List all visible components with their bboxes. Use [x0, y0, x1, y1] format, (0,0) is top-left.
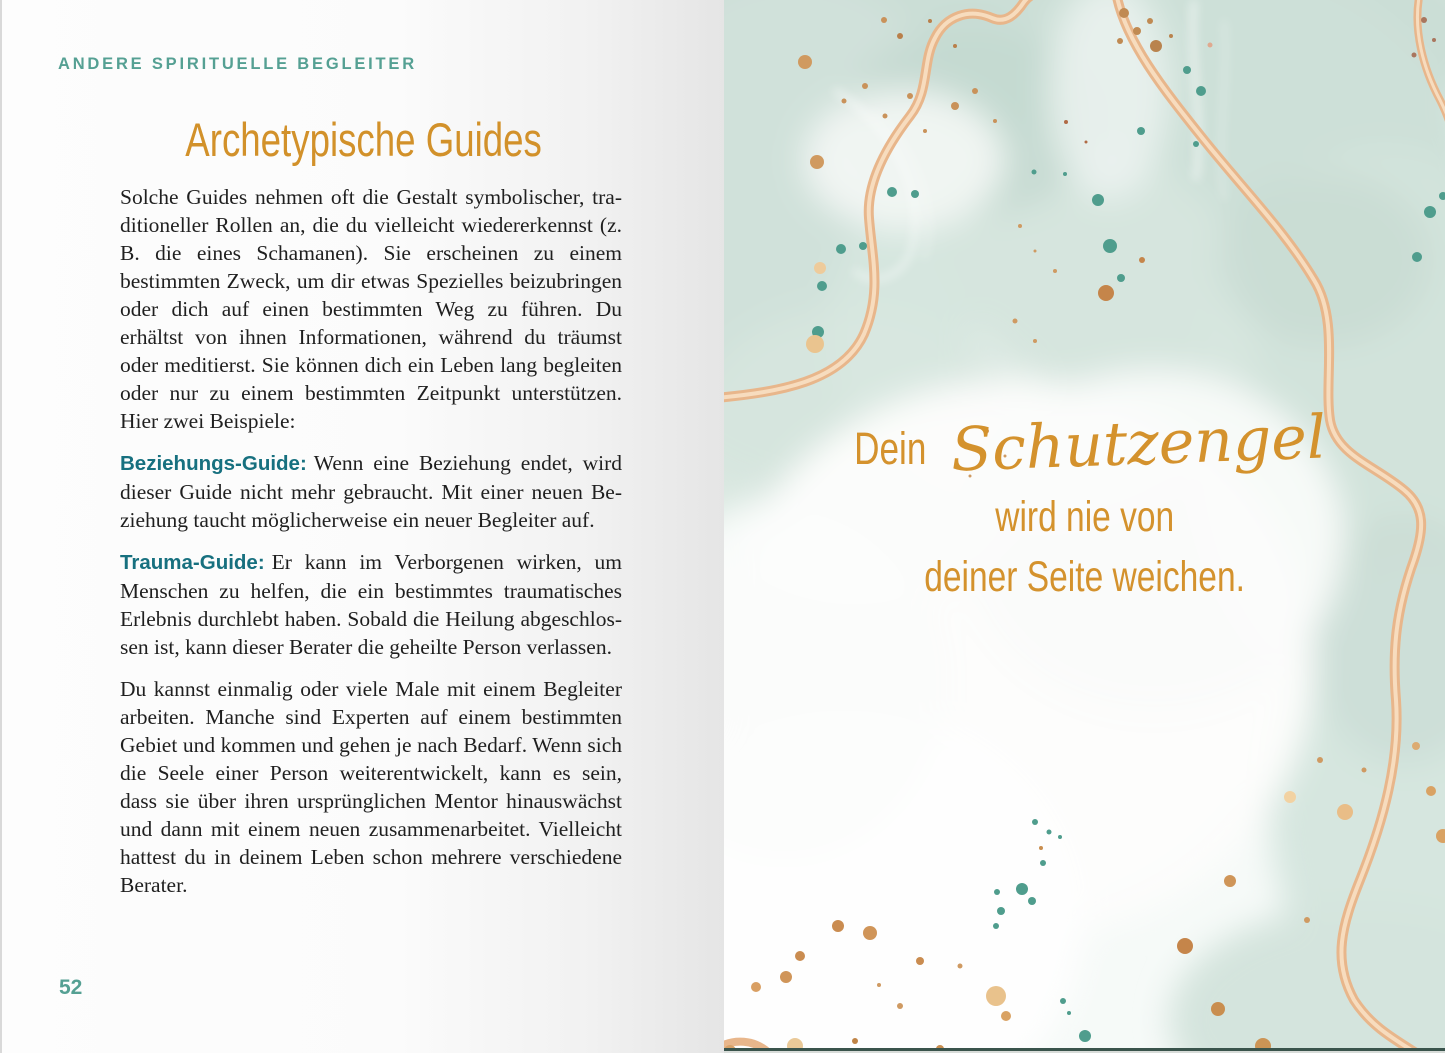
quote-block	[724, 401, 1445, 607]
paragraph-text: Er kann im Verborgenen wirken, um Menschen zu helfen, die ein bestimmtes traumatisches Erlebnis durchlebt haben. Sobald die Heilung abgeschlossen ist, kann dieser Berater die geheilte Person verlassen.	[120, 550, 622, 659]
quote-line-3	[724, 547, 1445, 607]
paragraph-text: Du kannst einmalig oder viele Male mit einem Begleiter arbeiten. Manche sind Experten auf einem bestimmten Gebiet und kommen und gehen je nach Bedarf. Wenn sich die Seele einer Person weiterentwickelt, kann es sein, dass sie über ihren ursprünglichen Mentor hinauswächst und dann mit einem neuen zusammenarbeitet. Vielleicht hattest du in deinem Leben schon mehrere verschiedene Berater.	[120, 677, 622, 897]
section-kicker: ANDERE SPIRITUELLE BEGLEITER	[58, 55, 417, 73]
paragraph-intro	[120, 183, 622, 435]
paragraph-trauma-guide	[120, 548, 622, 661]
page-number: 52	[59, 976, 83, 999]
right-page	[724, 0, 1445, 1053]
paragraph-text: Wenn eine Beziehung endet, wird dieser Guide nicht mehr gebraucht. Mit einer neuen Beziehung taucht möglicherweise ein neuer Begleiter auf.	[120, 451, 622, 532]
chapter-title-text: Archetypische Guides	[185, 113, 543, 166]
quote-line-3-text: deiner Seite weichen.	[924, 553, 1245, 601]
guide-label-trauma: Trauma-Guide:	[120, 551, 265, 574]
quote-word-dein: Dein	[853, 423, 926, 474]
chapter-title	[2, 112, 726, 167]
paragraph-text: Solche Guides nehmen oft die Gestalt symbolischer, traditioneller Rollen an, die du vielleicht wiedererkennst (z. B. die eines Schamanen). Sie erscheinen zu einem bestimmten Zweck, um dir etwas Spezielles beizubringen oder dich auf einen bestimmten Weg zu führen. Du erhältst von ihnen Informationen, während du träumst oder meditierst. Sie können dich ein Leben lang begleiten oder nur zu einem bestimmten Zeitpunkt unterstützen. Hier zwei Beispiele:	[120, 185, 622, 433]
guide-label-beziehungs: Beziehungs-Guide:	[120, 452, 307, 475]
quote-line-1	[724, 401, 1445, 487]
quote-line-2-text: wird nie von	[995, 493, 1174, 541]
quote-word-schutzengel: Schutzengel	[949, 402, 1327, 486]
quote-line-2	[724, 487, 1445, 547]
body-text	[120, 183, 622, 913]
paragraph-beziehungs-guide	[120, 449, 622, 534]
paragraph-closing	[120, 675, 622, 899]
